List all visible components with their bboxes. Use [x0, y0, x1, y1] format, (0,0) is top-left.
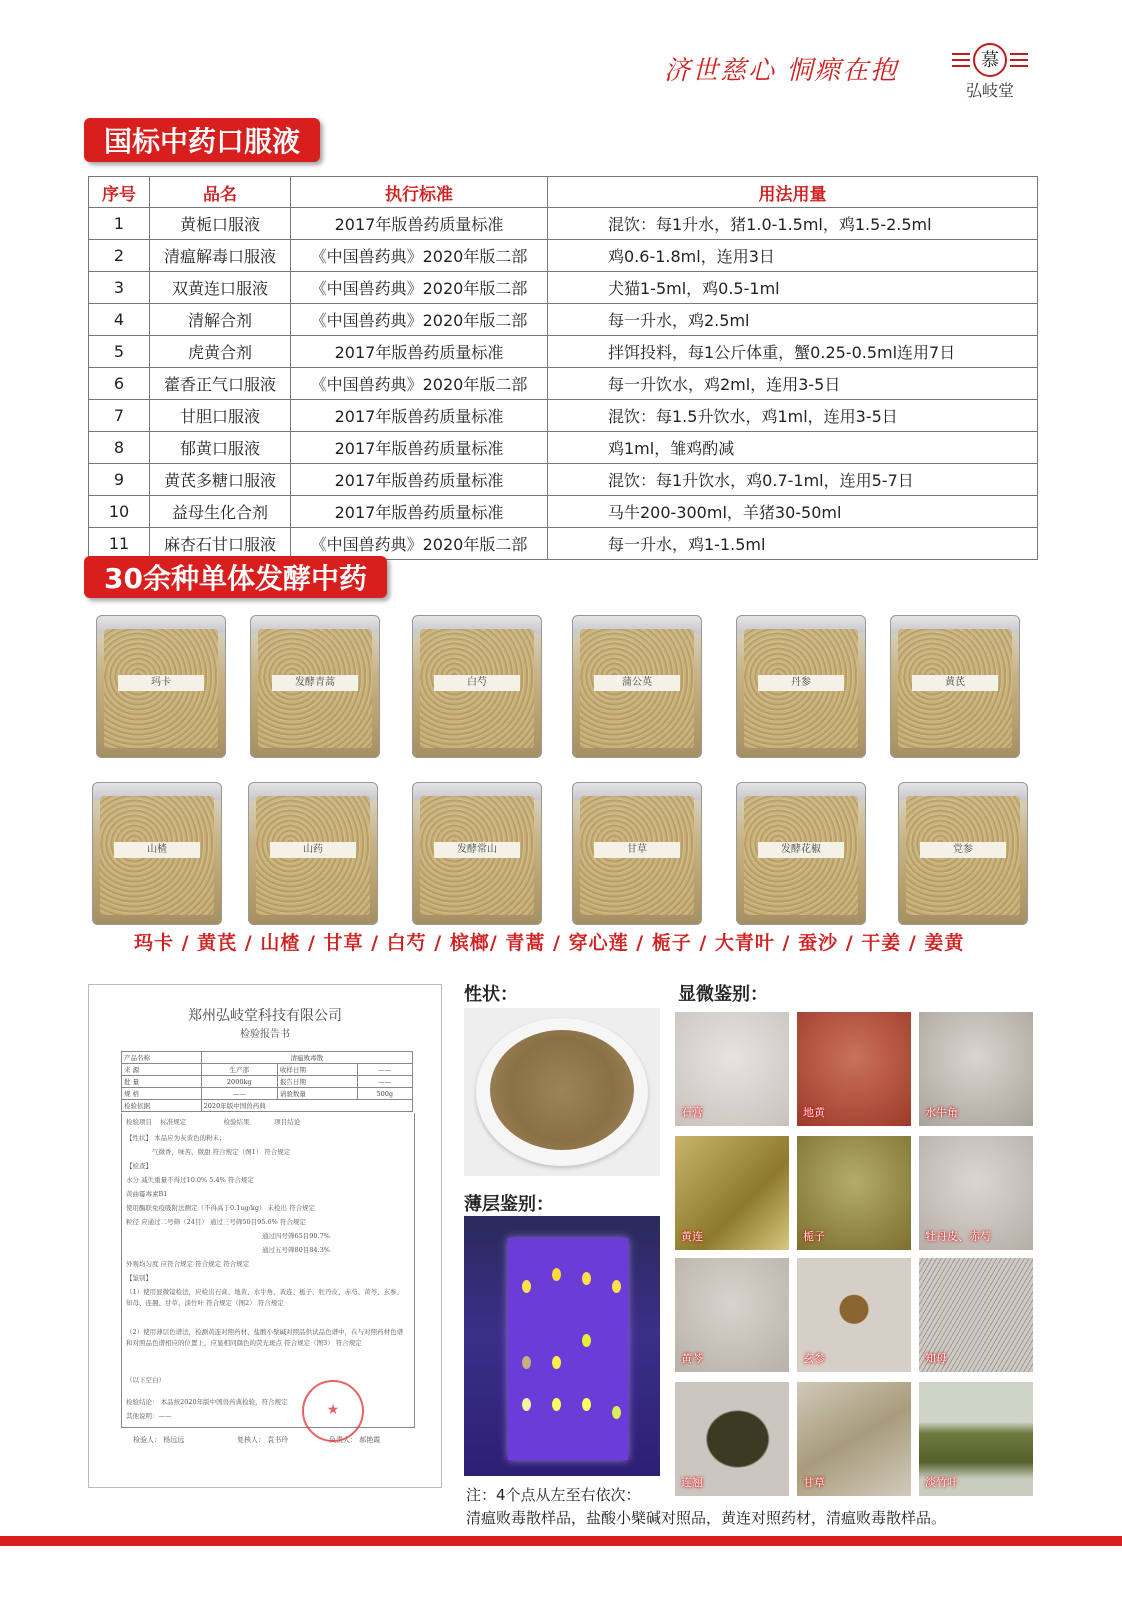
report-label: 批 量 [122, 1076, 202, 1088]
cell-standard: 《中国兽药典》2020年版二部 [291, 368, 548, 400]
cell-standard: 2017年版兽药质量标准 [291, 432, 548, 464]
micro-image [797, 1258, 911, 1372]
micro-image [675, 1382, 789, 1496]
cell-name: 虎黄合剂 [150, 336, 291, 368]
powder-photo [464, 1008, 660, 1176]
column-header-usage: 用法用量 [548, 177, 1038, 208]
herb-list: 玛卡 / 黄芪 / 山楂 / 甘草 / 白芍 / 槟榔/ 青蒿 / 穿心莲 / 栀子 / 大青叶 / 蚕沙 / 干姜 / 姜黄 [134, 932, 965, 954]
cell-name: 黄栀口服液 [150, 208, 291, 240]
fermented-herb-photo [248, 782, 378, 925]
micro-label: 黄芩 [681, 1352, 703, 1365]
tlc-title: 薄层鉴别： [464, 1194, 554, 1215]
cell-name: 清瘟解毒口服液 [150, 240, 291, 272]
table-row [89, 496, 1038, 528]
cell-usage: 拌饵投料，每1公斤体重，蟹0.25-0.5ml连用7日 [548, 336, 1038, 368]
table-row [89, 368, 1038, 400]
micro-label: 牡丹皮、赤芍 [925, 1230, 991, 1243]
micro-image [675, 1258, 789, 1372]
cell-name: 甘胆口服液 [150, 400, 291, 432]
fermented-herb-photo [572, 782, 702, 925]
micro-title: 显微鉴别： [678, 984, 768, 1005]
report-label: 收样日期 [277, 1064, 357, 1076]
cell-usage: 每一升饮水，鸡2ml，连用3-5日 [548, 368, 1038, 400]
fermented-herb-photo [96, 615, 226, 758]
report-line: 粒径 应通过二号筛（24目） 通过三号筛50目95.6% 符合规定 [126, 1218, 306, 1226]
micro-image [797, 1136, 911, 1250]
cell-name: 藿香正气口服液 [150, 368, 291, 400]
bag-label: 发酵常山 [434, 842, 520, 858]
table-row [89, 528, 1038, 560]
bag-label: 发酵青蒿 [272, 675, 358, 691]
table-row [89, 304, 1038, 336]
cell-no: 4 [89, 304, 150, 336]
cell-standard: 2017年版兽药质量标准 [291, 496, 548, 528]
fermented-herb-photo [92, 782, 222, 925]
report-line: 使用酶联免疫吸附法测定（不得高于0.1ug/kg） 未检出 符合规定 [126, 1204, 316, 1212]
tlc-note-detail: 清瘟败毒散样品，盐酸小檗碱对照品，黄连对照药材，清瘟败毒散样品。 [466, 1509, 947, 1527]
report-head [126, 1117, 300, 1126]
report-company: 郑州弘岐堂科技有限公司 [188, 1008, 342, 1024]
micro-label: 甘草 [803, 1476, 825, 1489]
cell-usage: 鸡0.6-1.8ml，连用3日 [548, 240, 1038, 272]
report-reviewer: 复核人： 袁书玲 [237, 1436, 289, 1444]
report-value: 清瘟败毒散 [201, 1052, 412, 1064]
cell-usage: 混饮：每1.5升饮水，鸡1ml，连用3-5日 [548, 400, 1038, 432]
report-label: 规 格 [122, 1088, 202, 1100]
report-label: 报告日期 [277, 1076, 357, 1088]
cell-usage: 混饮：每1升水，猪1.0-1.5ml，鸡1.5-2.5ml [548, 208, 1038, 240]
column-header-name: 品名 [150, 177, 291, 208]
report-line: 气微香，味苦、微甜 符合规定（图1） 符合规定 [152, 1148, 291, 1156]
fermented-herb-photo [412, 782, 542, 925]
cell-no: 1 [89, 208, 150, 240]
micro-image [919, 1258, 1033, 1372]
section-title-fermented: 30余种单体发酵中药 [84, 556, 387, 598]
report-line: 【鉴别】 [126, 1274, 152, 1282]
micro-label: 连翘 [681, 1476, 703, 1489]
cell-no: 3 [89, 272, 150, 304]
report-other: 其他说明：—— [126, 1412, 172, 1420]
micro-label: 地黄 [803, 1106, 825, 1119]
bag-label: 山药 [270, 842, 356, 858]
micro-image [919, 1382, 1033, 1496]
fermented-herb-photo [736, 782, 866, 925]
micro-label: 黄连 [681, 1230, 703, 1243]
cell-name: 益母生化合剂 [150, 496, 291, 528]
report-line: 水分 减失重量不得过10.0% 5.4% 符合规定 [126, 1176, 254, 1184]
cell-no: 5 [89, 336, 150, 368]
report-info-table: 产品名称 清瘟败毒散 来 源 生产部 收样日期 —— 批 量 2000kg 报告日期 —— 规 格 —— 请验数量 500g 检验依据 2020年版中国兽药典 [121, 1051, 413, 1112]
micro-image [919, 1012, 1033, 1126]
cell-name: 双黄连口服液 [150, 272, 291, 304]
cell-no: 10 [89, 496, 150, 528]
table-row [89, 336, 1038, 368]
table-row [89, 208, 1038, 240]
cell-standard: 《中国兽药典》2020年版二部 [291, 272, 548, 304]
bag-label: 丹参 [758, 675, 844, 691]
bag-label: 党参 [920, 842, 1006, 858]
cell-usage: 每一升水，鸡2.5ml [548, 304, 1038, 336]
table-header-row [89, 177, 1038, 208]
cell-usage: 马牛200-300ml，羊猪30-50ml [548, 496, 1038, 528]
footer-bar [0, 1536, 1122, 1546]
report-manager: 负责人： 郝艳霞 [329, 1436, 381, 1444]
report-value: 生产部 [201, 1064, 277, 1076]
cell-standard: 2017年版兽药质量标准 [291, 208, 548, 240]
cell-usage: 混饮：每1升饮水，鸡0.7-1ml，连用5-7日 [548, 464, 1038, 496]
cell-standard: 2017年版兽药质量标准 [291, 464, 548, 496]
bag-label: 发酵花椒 [758, 842, 844, 858]
report-line: （以下空白） [126, 1376, 165, 1384]
micro-label: 栀子 [803, 1230, 825, 1243]
appearance-title: 性状： [464, 984, 518, 1005]
bag-label: 甘草 [594, 842, 680, 858]
report-value: 500g [357, 1088, 412, 1100]
bag-label: 玛卡 [118, 675, 204, 691]
company-seal-icon: ★ [302, 1380, 364, 1442]
micro-label: 知母 [925, 1352, 947, 1365]
logo-glyph: 慕 [981, 50, 999, 71]
report-label: 请验数量 [277, 1088, 357, 1100]
report-head-item: 项目结论 [274, 1118, 301, 1126]
fermented-herb-photo [898, 782, 1028, 925]
fermented-herb-photo [250, 615, 380, 758]
micro-label: 淡竹叶 [925, 1476, 958, 1489]
report-line: 通过四号筛65目90.7% [262, 1232, 330, 1240]
report-body [121, 1113, 415, 1428]
cell-usage: 鸡1ml，雏鸡酌减 [548, 432, 1038, 464]
micro-label: 石膏 [681, 1106, 703, 1119]
cell-no: 11 [89, 528, 150, 560]
micro-label: 水牛角 [925, 1106, 958, 1119]
report-title: 检验报告书 [240, 1029, 290, 1040]
micro-image [675, 1136, 789, 1250]
micro-image [797, 1012, 911, 1126]
report-head-item: 检验结果 [223, 1118, 250, 1126]
bag-label: 黄芪 [912, 675, 998, 691]
report-label: 产品名称 [122, 1052, 202, 1064]
fermented-herb-photo [736, 615, 866, 758]
cell-name: 麻杏石甘口服液 [150, 528, 291, 560]
column-header-no: 序号 [89, 177, 150, 208]
tlc-photo [464, 1216, 660, 1476]
report-value: 2000kg [201, 1076, 277, 1088]
report-line: （2）使用薄层色谱法，检测黄连对照药材、盐酸小檗碱对照品供试品色谱中，在与对照药材色谱和对照品色谱相应的位置上，应显相同颜色的荧光斑点 符合规定（图3） 符合规定 [126, 1328, 404, 1347]
cell-name: 黄芪多糖口服液 [150, 464, 291, 496]
brand-name: 弘岐堂 [965, 81, 1014, 100]
cell-usage: 每一升水，鸡1-1.5ml [548, 528, 1038, 560]
inspection-report [88, 984, 442, 1488]
tlc-note-title: 注：4个点从左至右依次： [466, 1486, 641, 1504]
cell-usage: 犬猫1-5ml，鸡0.5-1ml [548, 272, 1038, 304]
fermented-herb-photo [412, 615, 542, 758]
report-line: 通过五号筛80目84.3% [262, 1246, 330, 1254]
column-header-standard: 执行标准 [291, 177, 548, 208]
report-conclusion: 检验结论： 本品按2020年版中国兽药典检验，符合规定 [126, 1398, 288, 1406]
cell-standard: 2017年版兽药质量标准 [291, 400, 548, 432]
micro-label: 玄参 [803, 1352, 825, 1365]
report-head-item: 标准规定 [160, 1118, 187, 1126]
table-row [89, 272, 1038, 304]
cell-standard: 2017年版兽药质量标准 [291, 336, 548, 368]
report-line: 外观均匀度 应符合规定 符合规定 符合规定 [126, 1260, 250, 1268]
table-row [89, 240, 1038, 272]
cell-name: 郁黄口服液 [150, 432, 291, 464]
cell-standard: 《中国兽药典》2020年版二部 [291, 240, 548, 272]
slogan: 济世慈心 恫瘝在抱 [664, 56, 899, 86]
report-value: 2020年版中国兽药典 [201, 1100, 412, 1112]
report-head-item: 检验项目 [126, 1118, 152, 1126]
cell-no: 8 [89, 432, 150, 464]
table-row [89, 464, 1038, 496]
report-line: 黄曲霉毒素B1 [126, 1190, 168, 1198]
cell-standard: 《中国兽药典》2020年版二部 [291, 304, 548, 336]
report-line: （1）使用显微镜检法，应检出石膏、地黄、水牛角、黄连、栀子、牡丹皮、赤芍、黄芩、玄参、知母、连翘、甘草、淡竹叶 符合规定（图2） 符合规定 [126, 1288, 404, 1307]
bag-label: 白芍 [434, 675, 520, 691]
fermented-herb-photo [572, 615, 702, 758]
report-line: 【性状】 本品应为灰黄色的粉末； [126, 1134, 226, 1142]
bag-label: 山楂 [114, 842, 200, 858]
bag-label: 蒲公英 [594, 675, 680, 691]
product-table [88, 176, 1038, 560]
cell-no: 9 [89, 464, 150, 496]
fermented-herb-photo [890, 615, 1020, 758]
report-line: 【检查】 [126, 1162, 152, 1170]
report-label: 来 源 [122, 1064, 202, 1076]
table-row [89, 400, 1038, 432]
cell-name: 清解合剂 [150, 304, 291, 336]
report-inspector: 检验人： 杨远远 [133, 1436, 185, 1444]
report-label: 检验依据 [122, 1100, 202, 1112]
cell-standard: 《中国兽药典》2020年版二部 [291, 528, 548, 560]
table-row [89, 432, 1038, 464]
micro-image [797, 1382, 911, 1496]
cell-no: 2 [89, 240, 150, 272]
micro-image [919, 1136, 1033, 1250]
micro-image [675, 1012, 789, 1126]
cell-no: 6 [89, 368, 150, 400]
section-title-oral-liquid: 国标中药口服液 [84, 118, 320, 162]
cell-no: 7 [89, 400, 150, 432]
